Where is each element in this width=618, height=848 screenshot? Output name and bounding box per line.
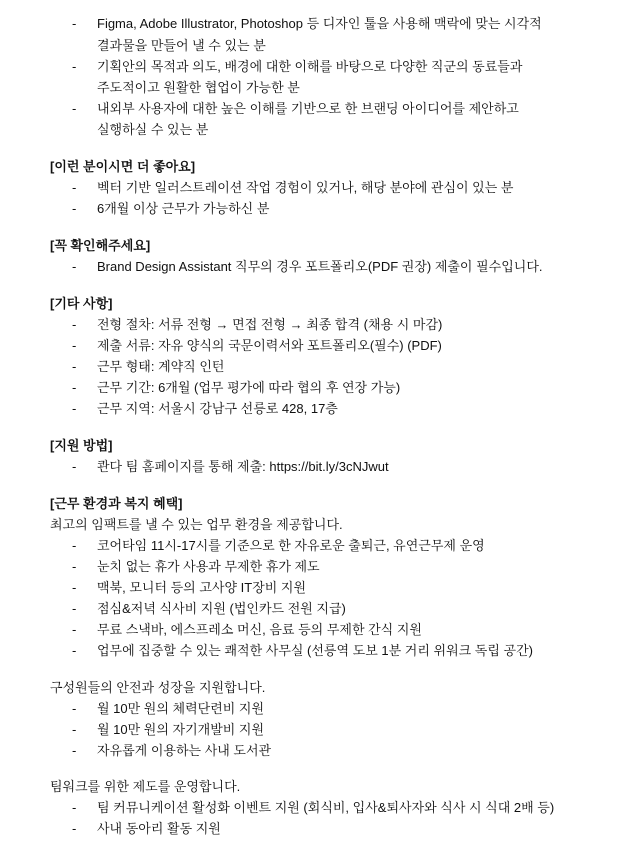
bullet-dash: - bbox=[72, 201, 77, 216]
bullet-dash: - bbox=[72, 601, 77, 616]
list-item-continuation: 실행하실 수 있는 분 bbox=[97, 122, 209, 137]
bullet-dash: - bbox=[72, 821, 77, 836]
bullet-dash: - bbox=[72, 580, 77, 595]
list-item: 제출 서류: 자유 양식의 국문이력서와 포트폴리오(필수) (PDF) bbox=[97, 338, 442, 353]
bullet-dash: - bbox=[72, 459, 77, 474]
welfare-intro-1: 최고의 임팩트를 낼 수 있는 업무 환경을 제공합니다. bbox=[50, 517, 343, 532]
list-item: 6개월 이상 근무가 가능하신 분 bbox=[97, 201, 270, 216]
section-heading-preferred: [이런 분이시면 더 좋아요] bbox=[50, 159, 196, 174]
bullet-dash: - bbox=[72, 643, 77, 658]
welfare-intro-2: 구성원들의 안전과 성장을 지원합니다. bbox=[50, 680, 266, 695]
bullet-dash: - bbox=[72, 559, 77, 574]
list-item: 월 10만 원의 자기개발비 지원 bbox=[97, 722, 265, 737]
bullet-dash: - bbox=[72, 16, 77, 31]
bullet-dash: - bbox=[72, 800, 77, 815]
bullet-dash: - bbox=[72, 338, 77, 353]
bullet-dash: - bbox=[72, 743, 77, 758]
bullet-dash: - bbox=[72, 180, 77, 195]
bullet-dash: - bbox=[72, 722, 77, 737]
list-item: 점심&저녁 식사비 지원 (법인카드 전원 지급) bbox=[97, 601, 346, 616]
section-heading-welfare: [근무 환경과 복지 혜택] bbox=[50, 496, 183, 511]
list-item: 벡터 기반 일러스트레이션 작업 경험이 있거나, 해당 분야에 관심이 있는 분 bbox=[97, 180, 514, 195]
list-item: 자유롭게 이용하는 사내 도서관 bbox=[97, 743, 272, 758]
list-item: 업무에 집중할 수 있는 쾌적한 사무실 (선릉역 도보 1분 거리 위워크 독립 공간) bbox=[97, 643, 533, 658]
list-item: 사내 동아리 활동 지원 bbox=[97, 821, 221, 836]
list-item-continuation: 주도적이고 원활한 협업이 가능한 분 bbox=[97, 80, 300, 95]
bullet-dash: - bbox=[72, 359, 77, 374]
section-heading-apply: [지원 방법] bbox=[50, 438, 113, 453]
bullet-dash: - bbox=[72, 538, 77, 553]
list-item: 전형 절차: 서류 전형 → 면접 전형 → 최종 합격 (채용 시 마감) bbox=[97, 317, 443, 332]
list-item: 월 10만 원의 체력단련비 지원 bbox=[97, 701, 265, 716]
bullet-dash: - bbox=[72, 59, 77, 74]
list-item-continuation: 결과물을 만들어 낼 수 있는 분 bbox=[97, 38, 266, 53]
list-item: 근무 기간: 6개월 (업무 평가에 따라 협의 후 연장 가능) bbox=[97, 380, 401, 395]
list-item: 코어타임 11시-17시를 기준으로 한 자유로운 출퇴근, 유연근무제 운영 bbox=[97, 538, 485, 553]
bullet-dash: - bbox=[72, 622, 77, 637]
list-item: 콴다 팀 홈페이지를 통해 제출: https://bit.ly/3cNJwut bbox=[97, 459, 389, 474]
bullet-dash: - bbox=[72, 380, 77, 395]
bullet-dash: - bbox=[72, 101, 77, 116]
bullet-dash: - bbox=[72, 401, 77, 416]
section-heading-etc: [기타 사항] bbox=[50, 296, 113, 311]
list-item: 맥북, 모니터 등의 고사양 IT장비 지원 bbox=[97, 580, 307, 595]
bullet-dash: - bbox=[72, 317, 77, 332]
list-item: Brand Design Assistant 직무의 경우 포트폴리오(PDF 권장) 제출이 필수입니다. bbox=[97, 259, 543, 274]
list-item: 눈치 없는 휴가 사용과 무제한 휴가 제도 bbox=[97, 559, 320, 574]
list-item: 근무 형태: 계약직 인턴 bbox=[97, 359, 225, 374]
list-item: Figma, Adobe Illustrator, Photoshop 등 디자인 툴을 사용해 맥락에 맞는 시각적 bbox=[97, 16, 542, 31]
list-item: 내외부 사용자에 대한 높은 이해를 기반으로 한 브랜딩 아이디어를 제안하고 bbox=[97, 101, 519, 116]
list-item: 팀 커뮤니케이션 활성화 이벤트 지원 (회식비, 입사&퇴사자와 식사 시 식대 2배 등) bbox=[97, 800, 555, 815]
welfare-intro-3: 팀워크를 위한 제도를 운영합니다. bbox=[50, 779, 241, 794]
section-heading-check: [꼭 확인해주세요] bbox=[50, 238, 151, 253]
list-item: 기획안의 목적과 의도, 배경에 대한 이해를 바탕으로 다양한 직군의 동료들과 bbox=[97, 59, 523, 74]
bullet-dash: - bbox=[72, 701, 77, 716]
list-item: 무료 스낵바, 에스프레소 머신, 음료 등의 무제한 간식 지원 bbox=[97, 622, 422, 637]
bullet-dash: - bbox=[72, 259, 77, 274]
list-item: 근무 지역: 서울시 강남구 선릉로 428, 17층 bbox=[97, 401, 338, 416]
